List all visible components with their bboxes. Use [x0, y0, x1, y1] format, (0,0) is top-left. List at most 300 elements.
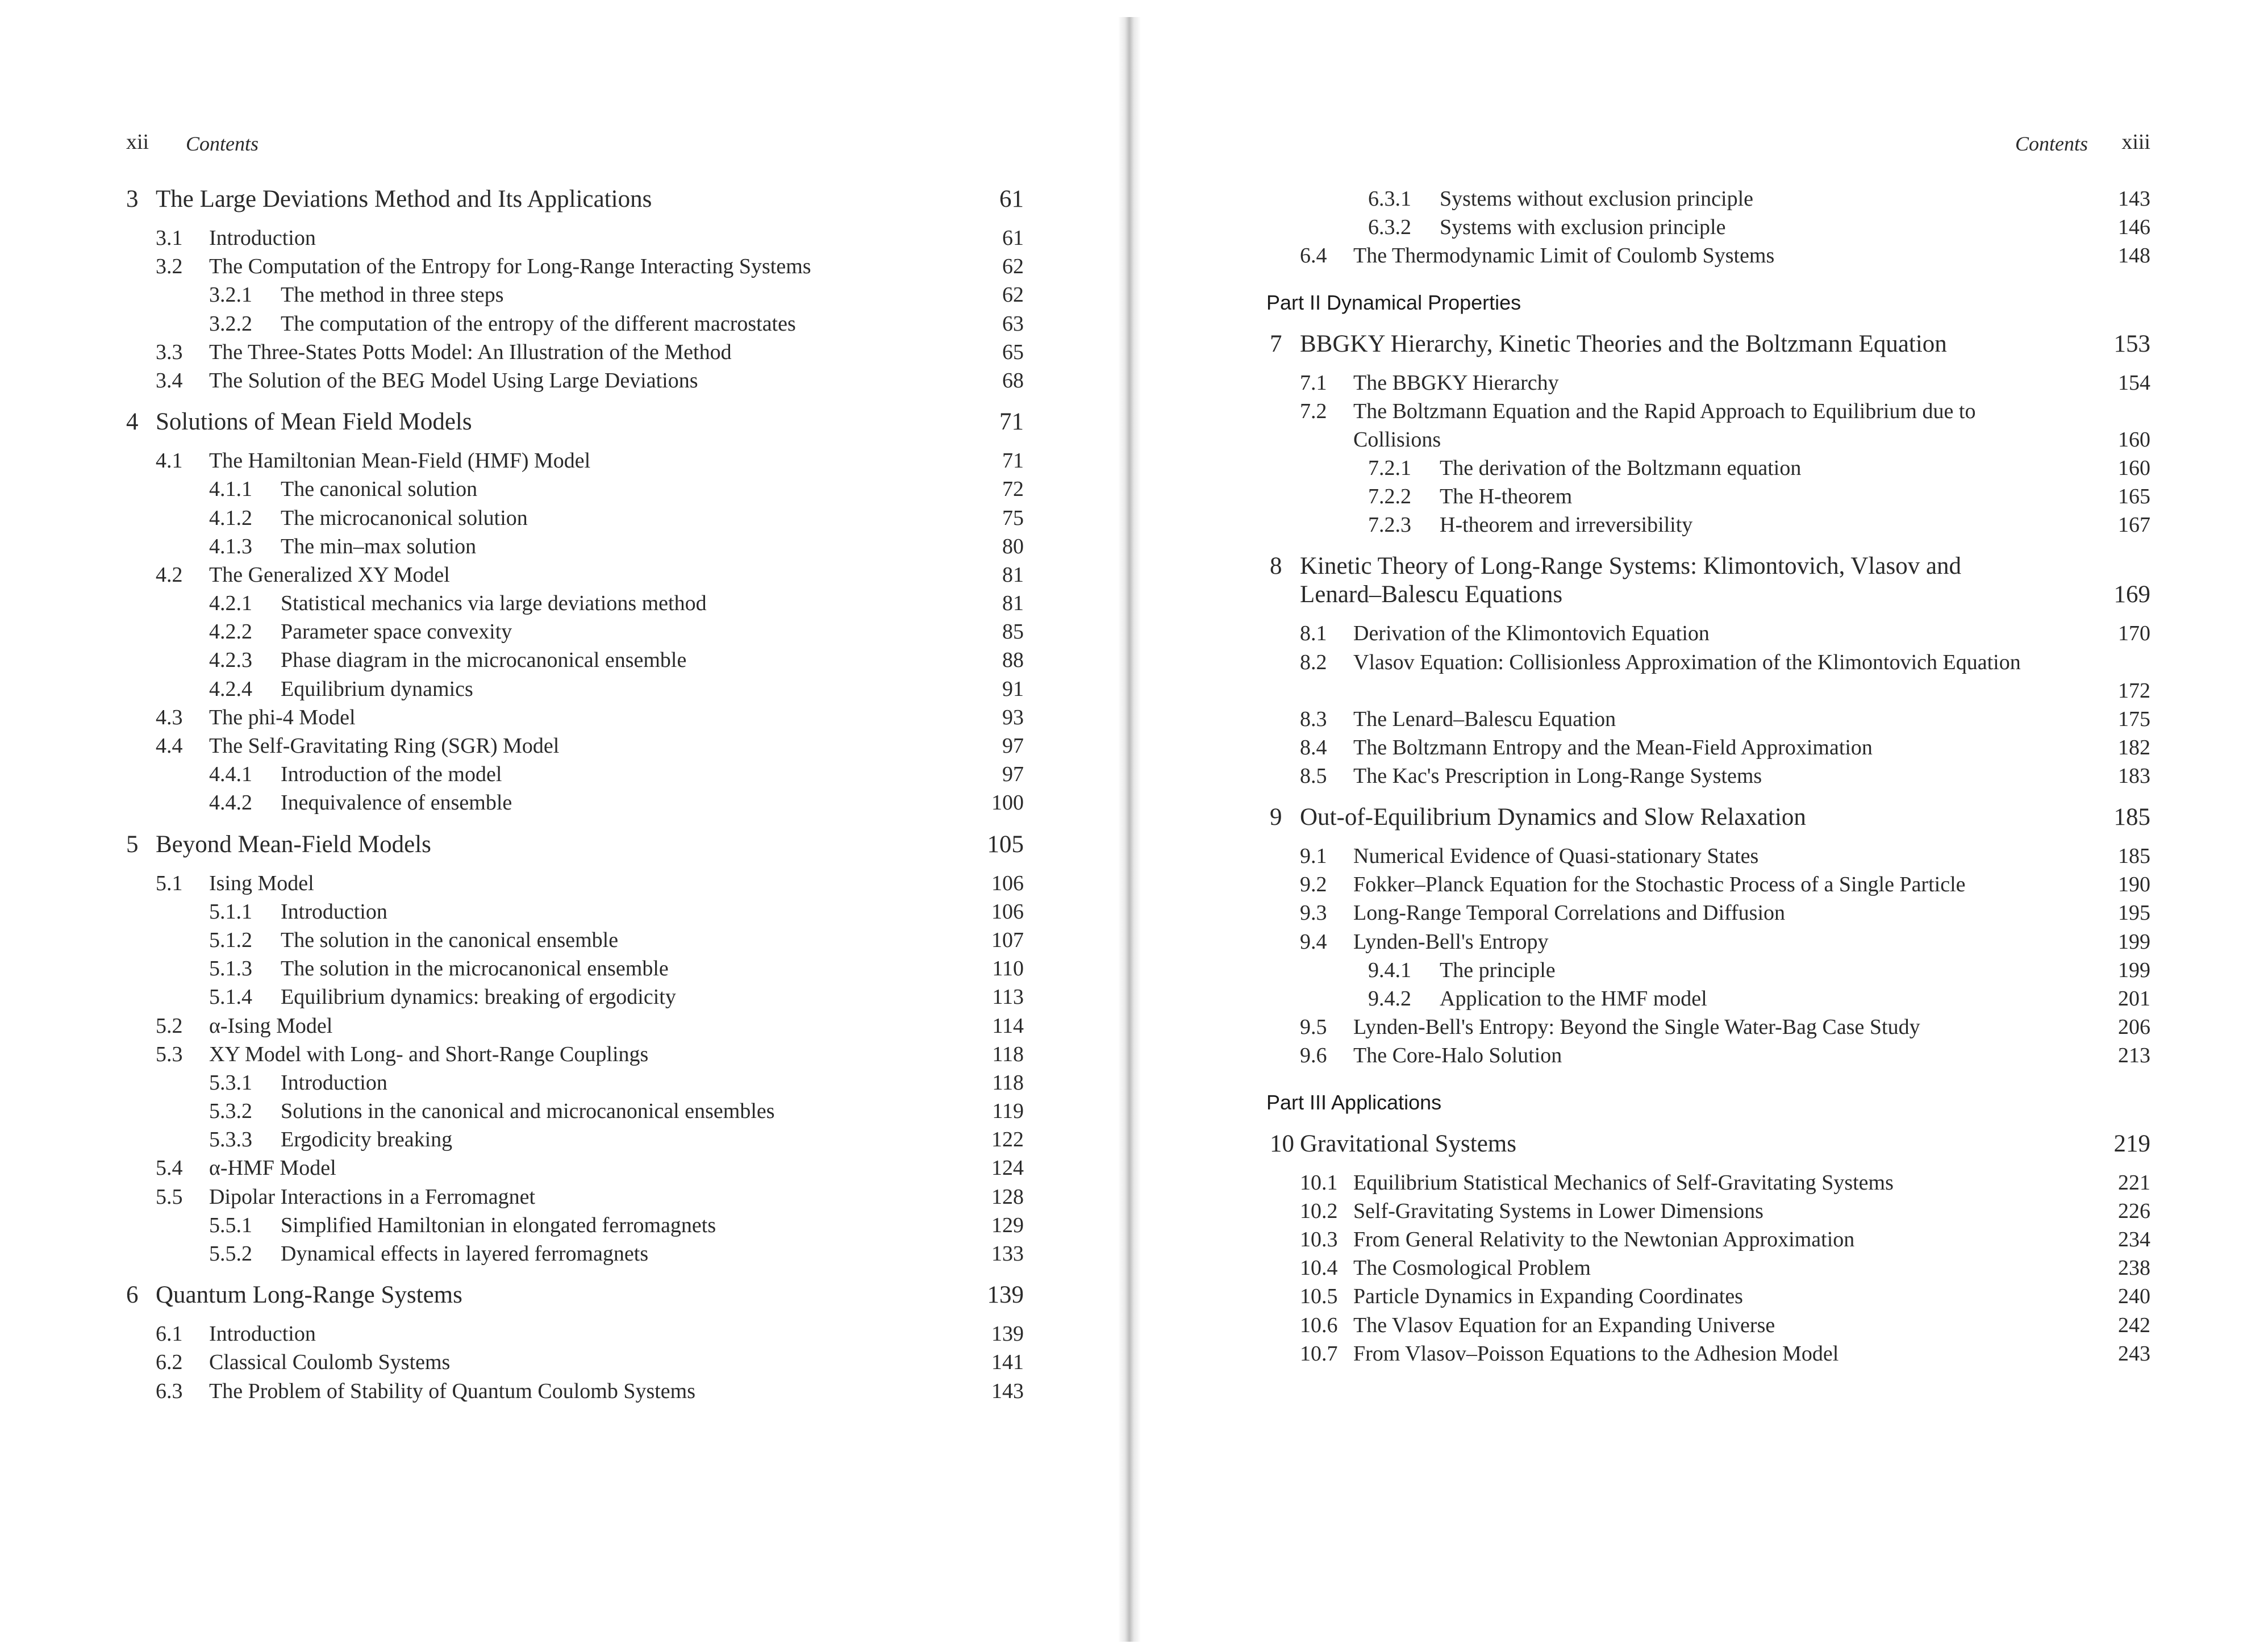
entry-page: 100 — [991, 791, 1024, 815]
entry-number: 4.1 — [156, 449, 183, 473]
entry-title: Systems without exclusion principle — [1440, 187, 1754, 211]
entry-title: The H-theorem — [1440, 484, 1573, 508]
entry-number: 6 — [126, 1282, 139, 1309]
entry-title: Phase diagram in the microcanonical ensemble — [281, 648, 687, 673]
entry-title: Kinetic Theory of Long-Range Systems: Klimontovich, Vlasov and Lenard–Balescu Equations — [1300, 553, 1962, 608]
entry-title: BBGKY Hierarchy, Kinetic Theories and the Boltzmann Equation — [1300, 330, 1947, 357]
entry-number: 8.2 — [1300, 650, 1327, 674]
entry-title: Lynden-Bell's Entropy — [1353, 929, 1549, 954]
entry-number: 4.1.3 — [209, 534, 252, 558]
entry-page: 242 — [2118, 1313, 2150, 1337]
toc-chapter — [1258, 330, 2150, 358]
entry-page: 88 — [1002, 648, 1024, 673]
entry-number: 4.1.2 — [209, 506, 252, 530]
entry-number: 6.4 — [1300, 244, 1327, 268]
entry-page: 201 — [2118, 987, 2150, 1011]
entry-number: 9.6 — [1300, 1044, 1327, 1068]
entry-title: The Vlasov Equation for an Expanding Universe — [1353, 1313, 1775, 1337]
entry-page: 219 — [2113, 1130, 2150, 1157]
entry-title: The Three-States Potts Model: An Illustration of the Method — [209, 340, 732, 364]
entry-page: 122 — [991, 1128, 1024, 1152]
entry-number: 5.1.4 — [209, 985, 252, 1009]
entry-number: 3.2 — [156, 254, 183, 279]
entry-number: 9.2 — [1300, 873, 1327, 897]
entry-page: 183 — [2118, 763, 2150, 788]
right-page — [1258, 0, 2150, 1644]
entry-number: 10.4 — [1300, 1256, 1338, 1280]
entry-number: 8.5 — [1300, 763, 1327, 788]
toc-section — [126, 1377, 1024, 1405]
toc-subsection — [126, 589, 1024, 617]
entry-title: Dynamical effects in layered ferromagnets — [281, 1242, 649, 1266]
toc-subsection — [126, 1097, 1024, 1125]
entry-page: 75 — [1002, 506, 1024, 530]
entry-title: The BBGKY Hierarchy — [1353, 370, 1559, 395]
entry-number: 7 — [1270, 330, 1282, 357]
toc-list-left — [126, 185, 1024, 1405]
entry-page: 160 — [2118, 456, 2150, 480]
toc-subsection — [1258, 984, 2150, 1013]
entry-number: 4.2.1 — [209, 591, 252, 616]
entry-number: 5 — [126, 831, 139, 858]
toc-section — [1258, 1197, 2150, 1225]
entry-page: 97 — [1002, 762, 1024, 787]
entry-number: 7.2.3 — [1368, 513, 1411, 537]
entry-title: The Kac's Prescription in Long-Range Systems — [1353, 763, 1762, 788]
entry-number: 7.2 — [1300, 399, 1327, 423]
toc-section — [126, 1348, 1024, 1376]
entry-page: 129 — [991, 1213, 1024, 1237]
entry-title: The Solution of the BEG Model Using Large Deviations — [209, 368, 698, 393]
entry-title: Gravitational Systems — [1300, 1130, 1516, 1157]
left-page — [126, 0, 1024, 1644]
entry-number: 3.2.1 — [209, 283, 252, 307]
entry-number: 9.1 — [1300, 844, 1327, 869]
entry-title: Numerical Evidence of Quasi-stationary States — [1353, 844, 1759, 869]
entry-title: From General Relativity to the Newtonian Approximation — [1353, 1227, 1855, 1251]
entry-number: 7.1 — [1300, 370, 1327, 395]
entry-number: 4.2.3 — [209, 648, 252, 673]
entry-page: 97 — [1002, 734, 1024, 758]
entry-title: Self-Gravitating Systems in Lower Dimensions — [1353, 1199, 1763, 1223]
entry-page: 185 — [2113, 804, 2150, 831]
entry-page: 146 — [2118, 215, 2150, 240]
entry-title: The solution in the canonical ensemble — [281, 928, 619, 952]
toc-chapter — [1258, 1130, 2150, 1158]
toc-chapter — [126, 831, 1024, 859]
entry-number: 7.2.2 — [1368, 484, 1411, 508]
toc-section — [1258, 397, 2150, 454]
entry-number: 8.3 — [1300, 707, 1327, 731]
entry-number: 5.1.3 — [209, 957, 252, 981]
toc-section — [1258, 369, 2150, 397]
toc-subsection — [126, 617, 1024, 646]
entry-number: 5.1.1 — [209, 899, 252, 924]
entry-title: Statistical mechanics via large deviations method — [281, 591, 707, 616]
entry-number: 4.2 — [156, 562, 183, 587]
entry-page: 119 — [992, 1099, 1024, 1124]
toc-section — [1258, 1311, 2150, 1340]
entry-page: 107 — [991, 928, 1024, 952]
entry-number: 7.2.1 — [1368, 456, 1411, 480]
toc-chapter — [126, 408, 1024, 436]
entry-number: 10.5 — [1300, 1284, 1338, 1309]
entry-page: 106 — [991, 871, 1024, 895]
toc-subsection — [126, 954, 1024, 983]
entry-page: 62 — [1002, 283, 1024, 307]
entry-title: Introduction of the model — [281, 762, 502, 787]
entry-page: 185 — [2118, 844, 2150, 869]
toc-subsection — [126, 788, 1024, 817]
entry-title: The Problem of Stability of Quantum Coulomb Systems — [209, 1379, 696, 1403]
toc-section — [1258, 762, 2150, 790]
entry-page: 128 — [991, 1184, 1024, 1209]
entry-page: 238 — [2118, 1256, 2150, 1280]
entry-page: 240 — [2118, 1284, 2150, 1309]
entry-title: The solution in the microcanonical ensemble — [281, 957, 669, 981]
toc-list-right — [1258, 185, 2150, 1368]
toc-section — [1258, 705, 2150, 733]
entry-title: The Cosmological Problem — [1353, 1256, 1591, 1280]
entry-number: 10.6 — [1300, 1313, 1338, 1337]
entry-title: Out-of-Equilibrium Dynamics and Slow Relaxation — [1300, 804, 1806, 831]
toc-section — [1258, 1282, 2150, 1311]
entry-title: Classical Coulomb Systems — [209, 1350, 451, 1375]
entry-title: Systems with exclusion principle — [1440, 215, 1726, 240]
entry-page: 154 — [2118, 370, 2150, 395]
entry-page: 243 — [2118, 1341, 2150, 1366]
toc-section — [1258, 1041, 2150, 1070]
right-page-header — [1258, 130, 2150, 164]
entry-page: 169 — [2113, 581, 2150, 608]
entry-page: 114 — [992, 1013, 1024, 1038]
entry-page: 110 — [992, 957, 1024, 981]
toc-chapter — [126, 185, 1024, 214]
toc-section — [126, 1320, 1024, 1348]
toc-section — [1258, 1013, 2150, 1041]
toc-section — [1258, 899, 2150, 927]
entry-number: 5.1.2 — [209, 928, 252, 952]
entry-page: 81 — [1002, 562, 1024, 587]
toc-subsection — [126, 475, 1024, 503]
entry-page: 199 — [2118, 929, 2150, 954]
entry-page: 133 — [991, 1242, 1024, 1266]
entry-title: α-HMF Model — [209, 1156, 336, 1180]
entry-page: 61 — [999, 186, 1024, 212]
entry-number: 10.2 — [1300, 1199, 1338, 1223]
entry-title: The canonical solution — [281, 477, 478, 502]
entry-number: 8 — [1270, 553, 1282, 580]
entry-page: 91 — [1002, 677, 1024, 701]
toc-section — [1258, 842, 2150, 870]
toc-chapter — [1258, 803, 2150, 832]
entry-title: Ergodicity breaking — [281, 1128, 453, 1152]
toc-subsection — [1258, 185, 2150, 213]
entry-number: 3.1 — [156, 226, 183, 250]
entry-number: 6.2 — [156, 1350, 183, 1375]
entry-page: 148 — [2118, 244, 2150, 268]
entry-number: 5.3 — [156, 1042, 183, 1066]
entry-page: 85 — [1002, 620, 1024, 644]
toc-subsection — [126, 281, 1024, 309]
entry-title: The Boltzmann Entropy and the Mean-Field Approximation — [1353, 735, 1873, 760]
part-heading — [1258, 289, 2150, 317]
entry-number: 4.2.4 — [209, 677, 252, 701]
entry-title: Vlasov Equation: Collisionless Approximation of the Klimontovich Equation — [1353, 650, 2021, 674]
entry-title: H-theorem and irreversibility — [1440, 513, 1693, 537]
toc-subsection — [126, 1240, 1024, 1268]
toc-section — [1258, 870, 2150, 899]
toc-section — [1258, 1340, 2150, 1368]
entry-page: 63 — [1002, 311, 1024, 336]
entry-page: 213 — [2118, 1044, 2150, 1068]
entry-page: 141 — [991, 1350, 1024, 1375]
entry-page: 153 — [2113, 330, 2150, 357]
entry-title: The Hamiltonian Mean-Field (HMF) Model — [209, 449, 591, 473]
toc-section — [126, 1154, 1024, 1182]
toc-section — [126, 1012, 1024, 1040]
entry-page: 182 — [2118, 735, 2150, 760]
entry-title: The min–max solution — [281, 534, 477, 558]
entry-title: The Computation of the Entropy for Long-Range Interacting Systems — [209, 254, 811, 279]
entry-page: 118 — [992, 1070, 1024, 1095]
toc-subsection — [126, 1211, 1024, 1240]
entry-number: 10.1 — [1300, 1170, 1338, 1195]
entry-title: Equilibrium Statistical Mechanics of Self-Gravitating Systems — [1353, 1170, 1894, 1195]
entry-title: Derivation of the Klimontovich Equation — [1353, 621, 1710, 646]
entry-page: 139 — [991, 1322, 1024, 1346]
part-title: Part II Dynamical Properties — [1266, 290, 1521, 314]
toc-subsection — [126, 675, 1024, 703]
entry-page: 165 — [2118, 484, 2150, 508]
entry-number: 3.2.2 — [209, 311, 252, 336]
running-head: Contents — [186, 132, 259, 155]
toc-section — [1258, 1169, 2150, 1197]
entry-page: 106 — [991, 899, 1024, 924]
entry-title: Parameter space convexity — [281, 620, 512, 644]
entry-title: The phi-4 Model — [209, 705, 356, 729]
entry-title: α-Ising Model — [209, 1013, 333, 1038]
entry-title: Equilibrium dynamics — [281, 677, 473, 701]
page-number: xiii — [2121, 130, 2150, 154]
entry-number: 9 — [1270, 804, 1282, 831]
entry-title: From Vlasov–Poisson Equations to the Adhesion Model — [1353, 1341, 1839, 1366]
entry-title: Application to the HMF model — [1440, 987, 1707, 1011]
entry-number: 4 — [126, 408, 139, 436]
entry-page: 221 — [2118, 1170, 2150, 1195]
toc-section — [126, 252, 1024, 281]
entry-title: Inequivalence of ensemble — [281, 791, 512, 815]
toc-section — [126, 703, 1024, 732]
toc-chapter — [1258, 552, 2150, 609]
entry-number: 10 — [1270, 1130, 1294, 1157]
toc-section — [1258, 241, 2150, 270]
entry-page: 226 — [2118, 1199, 2150, 1223]
toc-section — [1258, 648, 2150, 705]
entry-title: Long-Range Temporal Correlations and Diffusion — [1353, 901, 1785, 925]
entry-title: Simplified Hamiltonian in elongated ferromagnets — [281, 1213, 716, 1237]
entry-page: 68 — [1002, 368, 1024, 393]
entry-number: 3.3 — [156, 340, 183, 364]
entry-title: Fokker–Planck Equation for the Stochastic Process of a Single Particle — [1353, 873, 1966, 897]
entry-number: 9.3 — [1300, 901, 1327, 925]
entry-page: 118 — [992, 1042, 1024, 1066]
entry-number: 8.1 — [1300, 621, 1327, 646]
toc-subsection — [1258, 956, 2150, 984]
part-heading — [1258, 1088, 2150, 1117]
toc-subsection — [126, 504, 1024, 532]
page-number: xii — [126, 130, 149, 154]
toc-section — [1258, 1254, 2150, 1282]
entry-number: 5.4 — [156, 1156, 183, 1180]
toc-subsection — [126, 1125, 1024, 1154]
entry-number: 4.1.1 — [209, 477, 252, 502]
entry-page: 62 — [1002, 254, 1024, 279]
toc-subsection — [126, 926, 1024, 954]
entry-page: 167 — [2118, 513, 2150, 537]
toc-subsection — [126, 898, 1024, 926]
entry-title: The Core-Halo Solution — [1353, 1044, 1562, 1068]
entry-page: 113 — [992, 985, 1024, 1009]
toc-subsection — [126, 646, 1024, 674]
entry-page: 71 — [999, 408, 1024, 436]
toc-subsection — [126, 760, 1024, 788]
toc-subsection — [126, 310, 1024, 338]
entry-page: 234 — [2118, 1227, 2150, 1251]
entry-page: 190 — [2118, 873, 2150, 897]
entry-title: The Lenard–Balescu Equation — [1353, 707, 1616, 731]
entry-number: 5.3.3 — [209, 1128, 252, 1152]
entry-page: 81 — [1002, 591, 1024, 616]
entry-title: The Thermodynamic Limit of Coulomb Systems — [1353, 244, 1775, 268]
toc-section — [126, 338, 1024, 366]
entry-number: 10.3 — [1300, 1227, 1338, 1251]
toc-section — [126, 561, 1024, 589]
left-page-header — [126, 130, 1024, 164]
entry-page: 172 — [2118, 678, 2150, 703]
entry-number: 9.4.2 — [1368, 987, 1411, 1011]
entry-page: 105 — [987, 831, 1024, 858]
entry-title: Solutions in the canonical and microcanonical ensembles — [281, 1099, 775, 1124]
entry-title: The microcanonical solution — [281, 506, 528, 530]
entry-title: Introduction — [209, 1322, 316, 1346]
entry-number: 4.4.1 — [209, 762, 252, 787]
entry-title: XY Model with Long- and Short-Range Couplings — [209, 1042, 649, 1066]
entry-title: The principle — [1440, 958, 1556, 982]
entry-title: Lynden-Bell's Entropy: Beyond the Single Water-Bag Case Study — [1353, 1015, 1920, 1040]
toc-subsection — [126, 532, 1024, 561]
toc-section — [1258, 733, 2150, 762]
entry-page: 80 — [1002, 534, 1024, 558]
entry-page: 175 — [2118, 707, 2150, 731]
toc-section — [1258, 928, 2150, 956]
entry-number: 4.4 — [156, 734, 183, 758]
entry-number: 6.3.1 — [1368, 187, 1411, 211]
entry-title: Quantum Long-Range Systems — [156, 1282, 462, 1309]
entry-page: 195 — [2118, 901, 2150, 925]
entry-number: 5.1 — [156, 871, 183, 895]
entry-title: The Boltzmann Equation and the Rapid Approach to Equilibrium due to Collisions — [1353, 399, 1976, 452]
toc-section — [1258, 619, 2150, 648]
entry-title: Introduction — [281, 1070, 387, 1095]
entry-number: 6.1 — [156, 1322, 183, 1346]
entry-title: The derivation of the Boltzmann equation — [1440, 456, 1802, 480]
entry-title: The method in three steps — [281, 283, 504, 307]
entry-number: 4.4.2 — [209, 791, 252, 815]
toc-section — [1258, 1225, 2150, 1254]
entry-number: 4.3 — [156, 705, 183, 729]
entry-title: Introduction — [209, 226, 316, 250]
entry-page: 65 — [1002, 340, 1024, 364]
entry-page: 71 — [1002, 449, 1024, 473]
entry-title: Ising Model — [209, 871, 314, 895]
entry-title: Introduction — [281, 899, 387, 924]
entry-page: 61 — [1002, 226, 1024, 250]
entry-number: 4.2.2 — [209, 620, 252, 644]
entry-number: 10.7 — [1300, 1341, 1338, 1366]
entry-number: 5.5 — [156, 1184, 183, 1209]
entry-title: Dipolar Interactions in a Ferromagnet — [209, 1184, 536, 1209]
toc-section — [126, 869, 1024, 898]
toc-section — [126, 447, 1024, 475]
toc-subsection — [1258, 213, 2150, 241]
entry-title: The Generalized XY Model — [209, 562, 450, 587]
entry-page: 124 — [991, 1156, 1024, 1180]
entry-number: 6.3.2 — [1368, 215, 1411, 240]
entry-number: 8.4 — [1300, 735, 1327, 760]
entry-title: The Self-Gravitating Ring (SGR) Model — [209, 734, 560, 758]
entry-page: 143 — [991, 1379, 1024, 1403]
entry-title: The computation of the entropy of the different macrostates — [281, 311, 796, 336]
running-head: Contents — [2015, 132, 2088, 155]
entry-page: 160 — [2118, 427, 2150, 452]
entry-page: 72 — [1002, 477, 1024, 502]
entry-page: 139 — [987, 1282, 1024, 1309]
toc-chapter — [126, 1281, 1024, 1309]
toc-section — [126, 224, 1024, 252]
entry-number: 5.5.2 — [209, 1242, 252, 1266]
entry-number: 9.4.1 — [1368, 958, 1411, 982]
entry-title: Equilibrium dynamics: breaking of ergodicity — [281, 985, 676, 1009]
entry-number: 6.3 — [156, 1379, 183, 1403]
entry-number: 3 — [126, 186, 139, 212]
toc-subsection — [126, 983, 1024, 1011]
entry-page: 199 — [2118, 958, 2150, 982]
entry-title: Beyond Mean-Field Models — [156, 831, 431, 858]
entry-page: 206 — [2118, 1015, 2150, 1040]
part-title: Part III Applications — [1266, 1090, 1442, 1114]
toc-subsection — [126, 1069, 1024, 1097]
entry-number: 5.2 — [156, 1013, 183, 1038]
toc-section — [126, 366, 1024, 395]
toc-subsection — [1258, 482, 2150, 511]
entry-page: 170 — [2118, 621, 2150, 646]
toc-subsection — [1258, 454, 2150, 482]
toc-section — [126, 732, 1024, 760]
book-gutter — [1118, 17, 1141, 1642]
entry-title: Solutions of Mean Field Models — [156, 408, 472, 436]
entry-number: 5.3.1 — [209, 1070, 252, 1095]
entry-number: 3.4 — [156, 368, 183, 393]
entry-number: 5.5.1 — [209, 1213, 252, 1237]
entry-number: 9.5 — [1300, 1015, 1327, 1040]
entry-number: 9.4 — [1300, 929, 1327, 954]
entry-page: 93 — [1002, 705, 1024, 729]
toc-section — [126, 1183, 1024, 1211]
entry-number: 5.3.2 — [209, 1099, 252, 1124]
toc-subsection — [1258, 511, 2150, 539]
entry-title: Particle Dynamics in Expanding Coordinates — [1353, 1284, 1743, 1309]
